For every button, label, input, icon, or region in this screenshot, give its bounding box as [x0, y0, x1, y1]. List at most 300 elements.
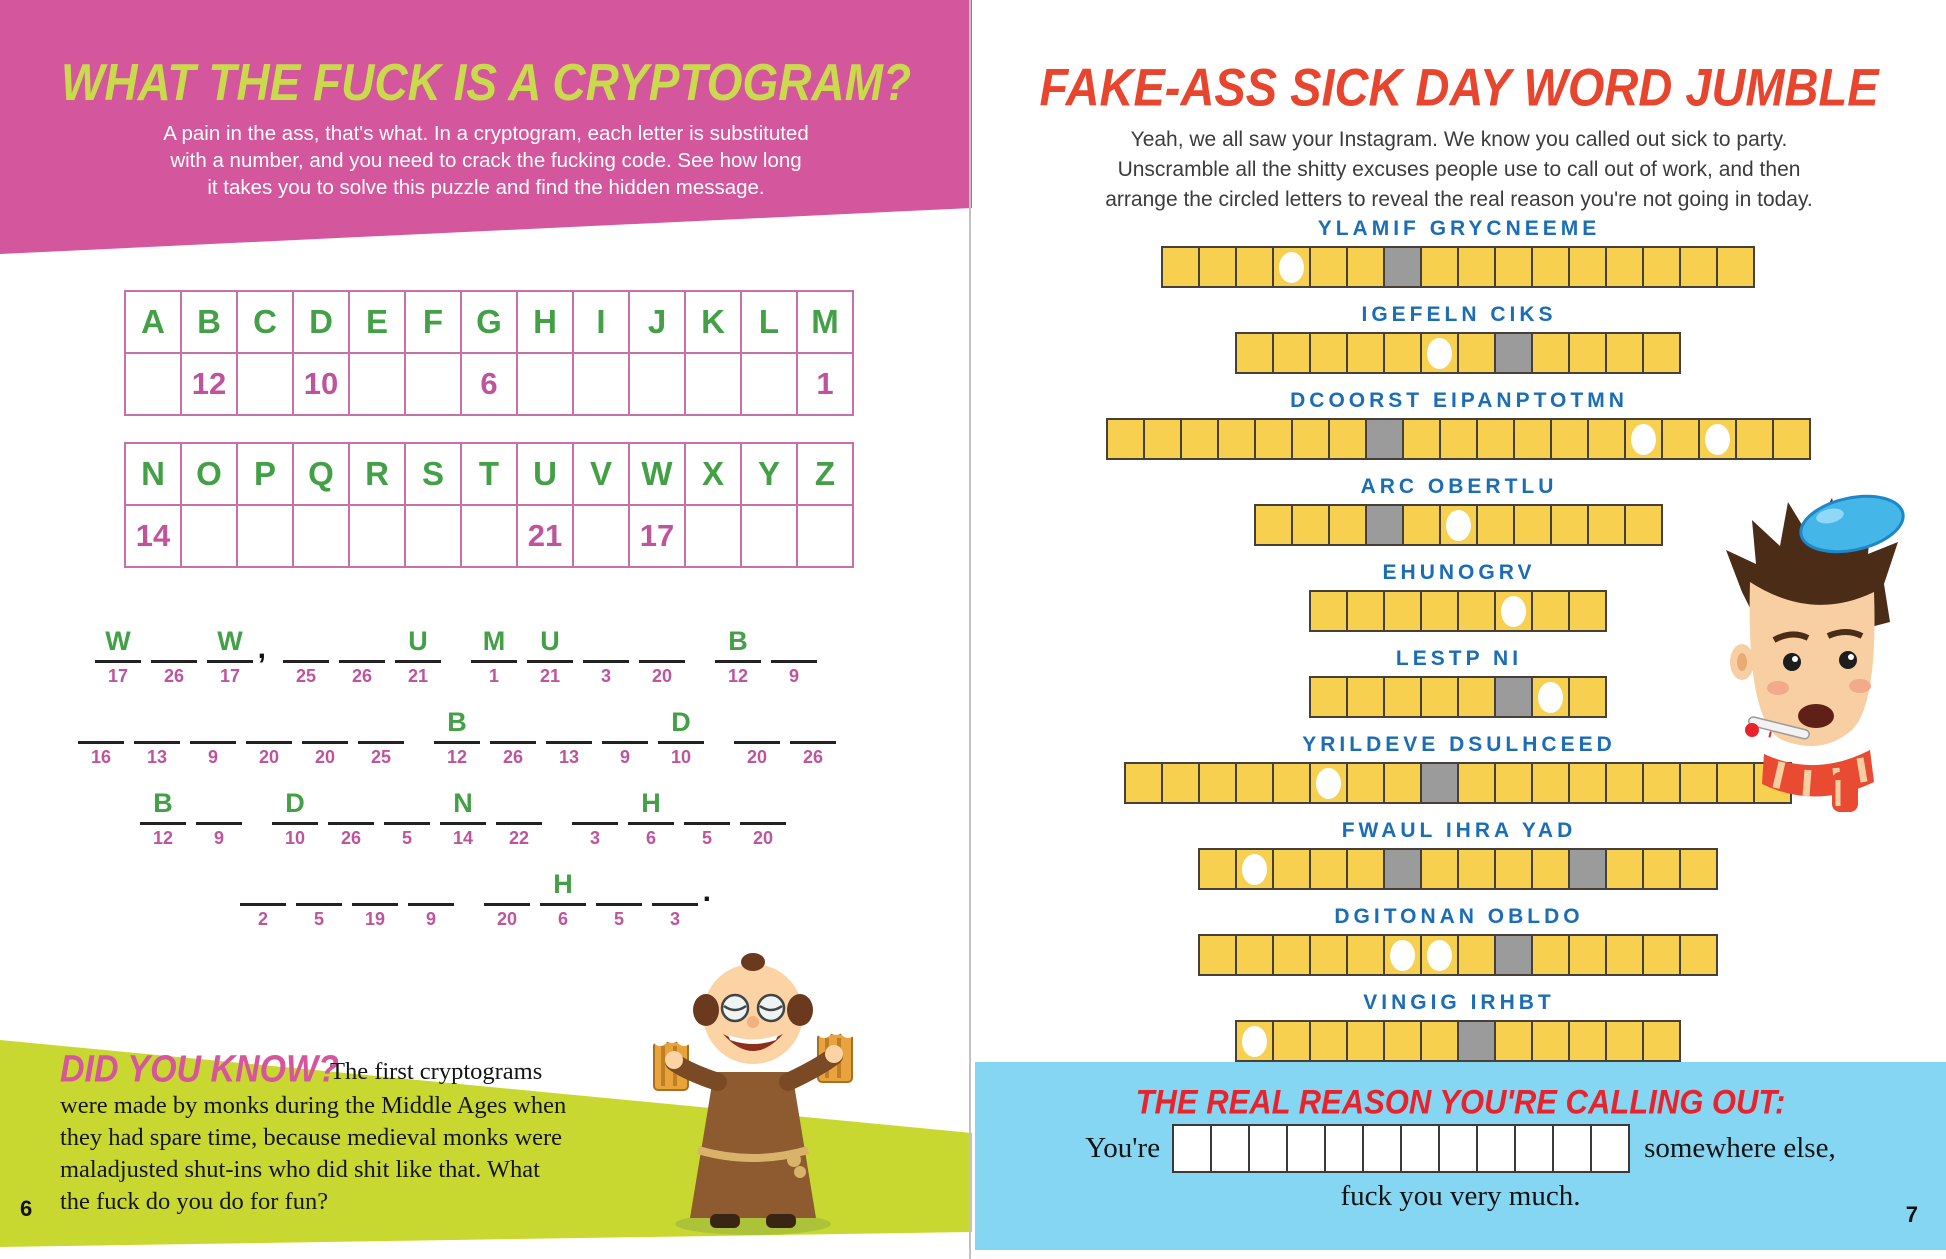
jumble-letter-tile[interactable]: [1291, 418, 1330, 460]
alphabet-number-cell[interactable]: [630, 354, 686, 416]
jumble-letter-tile[interactable]: [1587, 504, 1626, 546]
jumble-letter-tile[interactable]: [1457, 676, 1496, 718]
cryptogram-blank[interactable]: [740, 787, 786, 848]
jumble-letter-tile[interactable]: [1457, 246, 1496, 288]
cryptogram-number: 19: [364, 909, 386, 929]
alphabet-number-cell[interactable]: [238, 354, 294, 416]
jumble-letter-tile[interactable]: [1198, 848, 1237, 890]
cryptogram-number: 25: [295, 666, 317, 686]
cryptogram-blank[interactable]: [151, 625, 197, 686]
alphabet-number-cell[interactable]: [406, 506, 462, 568]
cryptogram-number: 12: [152, 828, 174, 848]
jumble-letter-tile[interactable]: [1346, 934, 1385, 976]
cryptogram-underline: [572, 820, 618, 825]
answer-letter-tile[interactable]: [1590, 1124, 1630, 1173]
did-you-know-text: they had spare time, because medieval monks were: [60, 1124, 563, 1151]
jumble-circled-tile[interactable]: [1235, 1020, 1274, 1062]
left-subtitle-line: with a number, and you need to crack the fucking code. See how long: [170, 149, 802, 172]
jumble-letter-tile[interactable]: [1679, 934, 1718, 976]
cryptogram-number: 5: [313, 909, 324, 929]
cryptogram-blank[interactable]: [408, 868, 454, 929]
jumble-letter-tile[interactable]: [1328, 504, 1367, 546]
cryptogram-blank[interactable]: [196, 787, 242, 848]
jumble-letter-tile[interactable]: [1568, 762, 1607, 804]
jumble-letter-tile[interactable]: [1439, 418, 1478, 460]
cryptogram-letter: [408, 868, 454, 901]
jumble-letter-tile[interactable]: [1642, 1020, 1681, 1062]
cryptogram-letter: W: [217, 626, 243, 656]
monk-illustration: [648, 922, 858, 1242]
jumble-letter-tile[interactable]: [1568, 1020, 1607, 1062]
cryptogram-letter: [484, 868, 530, 901]
answer-letter-tile[interactable]: [1248, 1124, 1288, 1173]
jumble-letter-tile[interactable]: [1346, 590, 1385, 632]
alphabet-number-cell[interactable]: [126, 354, 182, 416]
cryptogram-underline: [602, 739, 648, 744]
cryptogram-letter: [134, 706, 180, 739]
cryptogram-underline: [740, 820, 786, 825]
cryptogram-blank[interactable]: [78, 706, 124, 767]
cryptogram-letter: N: [453, 788, 473, 818]
cryptogram-blank[interactable]: [684, 787, 730, 848]
cryptogram-blank[interactable]: [484, 868, 530, 929]
cryptogram-underline: [339, 658, 385, 663]
jumble-circled-tile[interactable]: [1272, 246, 1311, 288]
jumble-letter-tile[interactable]: [1402, 504, 1441, 546]
cryptogram-blank[interactable]: [283, 625, 329, 686]
jumble-circled-tile[interactable]: [1698, 418, 1737, 460]
alphabet-number-cell[interactable]: [630, 506, 686, 568]
jumble-letter-tile[interactable]: [1272, 848, 1311, 890]
cryptogram-blank[interactable]: [190, 706, 236, 767]
alphabet-letter-cell: [462, 444, 518, 506]
cryptogram-letter: [246, 706, 292, 739]
cryptogram-number: 16: [90, 747, 112, 767]
jumble-letter-tile[interactable]: [1272, 1020, 1311, 1062]
jumble-letter-tile[interactable]: [1124, 762, 1163, 804]
jumble-letter-tile[interactable]: [1531, 762, 1570, 804]
cryptogram-letter: [151, 625, 197, 658]
cryptogram-letter: H: [553, 869, 573, 899]
cryptogram-blank[interactable]: [95, 625, 141, 686]
cryptogram-blank[interactable]: [572, 787, 618, 848]
cryptogram-blank[interactable]: [771, 625, 817, 686]
jumble-letter-tile[interactable]: [1346, 676, 1385, 718]
jumble-word-label: DCOORST EIPANPTOTMN: [1290, 389, 1628, 412]
alphabet-number-cell[interactable]: [126, 506, 182, 568]
answer-letter-tile[interactable]: [1324, 1124, 1364, 1173]
cryptogram-blank[interactable]: [790, 706, 836, 767]
answer-suffix: somewhere else,: [1644, 1132, 1836, 1164]
jumble-letter-tile[interactable]: [1143, 418, 1182, 460]
jumble-circled-tile[interactable]: [1624, 418, 1663, 460]
answer-letter-tile[interactable]: [1210, 1124, 1250, 1173]
jumble-letter-tile[interactable]: [1106, 418, 1145, 460]
jumble-letter-tile[interactable]: [1531, 332, 1570, 374]
cryptogram-number: 3: [600, 666, 611, 686]
cryptogram-underline: [328, 820, 374, 825]
alphabet-number-cell[interactable]: [798, 354, 854, 416]
jumble-letter-tile[interactable]: [1309, 332, 1348, 374]
cryptogram-letter: [602, 706, 648, 739]
cryptogram-blank[interactable]: [628, 787, 674, 848]
jumble-letter-tile[interactable]: [1605, 332, 1644, 374]
jumble-letter-tile[interactable]: [1161, 246, 1200, 288]
jumble-letter-tile[interactable]: [1309, 246, 1348, 288]
answer-letter-tile[interactable]: [1286, 1124, 1326, 1173]
jumble-circled-tile[interactable]: [1309, 762, 1348, 804]
cryptogram-blank[interactable]: [339, 625, 385, 686]
cryptogram-number: 5: [701, 828, 712, 848]
jumble-letter-tile[interactable]: [1605, 1020, 1644, 1062]
cryptogram-letter: M: [482, 626, 506, 656]
jumble-letter-tile[interactable]: [1328, 418, 1367, 460]
jumble-space-tile: [1365, 504, 1404, 546]
jumble-letter-tile[interactable]: [1198, 762, 1237, 804]
cryptogram-blank[interactable]: [140, 787, 186, 848]
jumble-letter-tile[interactable]: [1254, 418, 1293, 460]
alphabet-number-cell[interactable]: [686, 354, 742, 416]
cryptogram-word: [95, 625, 266, 686]
alphabet-letter: Z: [814, 455, 836, 492]
jumble-letter-tile[interactable]: [1568, 246, 1607, 288]
jumble-letter-tile[interactable]: [1457, 762, 1496, 804]
answer-letter-tile[interactable]: [1552, 1124, 1592, 1173]
jumble-letter-tile[interactable]: [1550, 504, 1589, 546]
alphabet-number-cell[interactable]: [574, 354, 630, 416]
jumble-letter-tile[interactable]: [1476, 504, 1515, 546]
answer-letter-tile[interactable]: [1172, 1124, 1212, 1173]
jumble-letter-tile[interactable]: [1272, 934, 1311, 976]
cryptogram-blank[interactable]: [715, 625, 761, 686]
jumble-letter-tile[interactable]: [1235, 934, 1274, 976]
real-reason-heading: THE REAL REASON YOU'RE CALLING OUT:: [1135, 1082, 1786, 1122]
alphabet-number-cell[interactable]: [238, 506, 294, 568]
jumble-letter-tile[interactable]: [1198, 246, 1237, 288]
jumble-letter-tile[interactable]: [1679, 848, 1718, 890]
right-subtitle-line: Unscramble all the shitty excuses people use to call out of work, and then: [1117, 158, 1801, 181]
alphabet-number-cell[interactable]: [182, 354, 238, 416]
alphabet-number-cell[interactable]: [518, 354, 574, 416]
cryptogram-letter: [358, 706, 404, 739]
jumble-letter-tile[interactable]: [1772, 418, 1811, 460]
alphabet-letter-cell: [350, 292, 406, 354]
cryptogram-letter: [790, 706, 836, 739]
alphabet-letter-cell: [406, 292, 462, 354]
cryptogram-blank[interactable]: [471, 625, 517, 686]
jumble-letter-tile[interactable]: [1383, 1020, 1422, 1062]
jumble-letter-tile[interactable]: [1309, 934, 1348, 976]
jumble-letter-tile[interactable]: [1309, 676, 1348, 718]
alphabet-letter-cell: [350, 444, 406, 506]
jumble-letter-tile[interactable]: [1346, 1020, 1385, 1062]
jumble-letter-tile[interactable]: [1642, 762, 1681, 804]
jumble-letter-tile[interactable]: [1180, 418, 1219, 460]
cryptogram-blank[interactable]: [207, 625, 266, 686]
cryptogram-blank[interactable]: [596, 868, 642, 929]
cryptogram-blank[interactable]: [272, 787, 318, 848]
jumble-letter-tile[interactable]: [1735, 418, 1774, 460]
jumble-letter-tile[interactable]: [1661, 418, 1700, 460]
alphabet-number-cell[interactable]: [742, 506, 798, 568]
cryptogram-number: 22: [508, 828, 530, 848]
jumble-letter-tile[interactable]: [1531, 246, 1570, 288]
cryptogram-blank[interactable]: [134, 706, 180, 767]
jumble-letter-tile[interactable]: [1402, 418, 1441, 460]
cryptogram-underline: [790, 739, 836, 744]
jumble-letter-tile[interactable]: [1346, 848, 1385, 890]
jumble-letter-tile[interactable]: [1309, 848, 1348, 890]
cryptogram-blank[interactable]: [490, 706, 536, 767]
jumble-letter-tile[interactable]: [1476, 418, 1515, 460]
cryptogram-word: [484, 868, 711, 929]
cryptogram-blank[interactable]: [384, 787, 430, 848]
answer-letter-tile[interactable]: [1438, 1124, 1478, 1173]
cryptogram-blank[interactable]: [540, 868, 586, 929]
jumble-letter-tile[interactable]: [1309, 590, 1348, 632]
alphabet-number-cell[interactable]: [350, 354, 406, 416]
jumble-circled-tile[interactable]: [1235, 848, 1274, 890]
jumble-tile-row: [972, 246, 1946, 288]
cryptogram-blank[interactable]: [434, 706, 480, 767]
cryptogram-blank[interactable]: [639, 625, 685, 686]
cryptogram-number: 20: [752, 828, 774, 848]
jumble-letter-tile[interactable]: [1716, 246, 1755, 288]
cryptogram-number: 9: [207, 747, 218, 767]
alphabet-letter-cell: [126, 292, 182, 354]
cryptogram-blank[interactable]: [296, 868, 342, 929]
jumble-letter-tile[interactable]: [1531, 1020, 1570, 1062]
alphabet-letter-cell: [574, 444, 630, 506]
jumble-letter-tile[interactable]: [1309, 1020, 1348, 1062]
jumble-letter-tile[interactable]: [1494, 762, 1533, 804]
alphabet-number-cell[interactable]: [686, 506, 742, 568]
cryptogram-underline: [134, 739, 180, 744]
jumble-word-label: FWAUL IHRA YAD: [1341, 819, 1577, 842]
jumble-letter-tile[interactable]: [1642, 934, 1681, 976]
cryptogram-blank[interactable]: [328, 787, 374, 848]
jumble-letter-tile[interactable]: [1457, 590, 1496, 632]
cryptogram-underline: [302, 739, 348, 744]
cryptogram-blank[interactable]: [546, 706, 592, 767]
jumble-letter-tile[interactable]: [1605, 934, 1644, 976]
cryptogram-blank[interactable]: [602, 706, 648, 767]
jumble-tile-row: [972, 418, 1946, 460]
cryptogram-number: 12: [446, 747, 468, 767]
left-subtitle-line: it takes you to solve this puzzle and find the hidden message.: [207, 176, 765, 199]
page-number-left: 6: [20, 1196, 33, 1221]
jumble-letter-tile[interactable]: [1457, 848, 1496, 890]
cryptogram-blank[interactable]: [652, 868, 711, 929]
jumble-letter-tile[interactable]: [1346, 332, 1385, 374]
cryptogram-underline: [628, 820, 674, 825]
alphabet-number-cell[interactable]: [798, 506, 854, 568]
alphabet-number-cell[interactable]: [406, 354, 462, 416]
cryptogram-blank[interactable]: [240, 868, 286, 929]
jumble-circled-tile[interactable]: [1531, 676, 1570, 718]
alphabet-number-value: 21: [527, 518, 563, 553]
jumble-letter-tile[interactable]: [1217, 418, 1256, 460]
cryptogram-underline: [639, 658, 685, 663]
jumble-letter-tile[interactable]: [1161, 762, 1200, 804]
cryptogram-underline: [151, 658, 197, 663]
alphabet-letter: T: [478, 455, 500, 492]
cryptogram-blank[interactable]: [496, 787, 542, 848]
cryptogram-blank[interactable]: [583, 625, 629, 686]
jumble-letter-tile[interactable]: [1272, 762, 1311, 804]
jumble-letter-tile[interactable]: [1642, 332, 1681, 374]
cryptogram-number: 20: [258, 747, 280, 767]
jumble-circled-tile[interactable]: [1420, 934, 1459, 976]
answer-letter-tile[interactable]: [1362, 1124, 1402, 1173]
jumble-letter-tile[interactable]: [1624, 504, 1663, 546]
jumble-letter-tile[interactable]: [1457, 934, 1496, 976]
cryptogram-blank[interactable]: [352, 868, 398, 929]
alphabet-number-cell[interactable]: [462, 354, 518, 416]
jumble-letter-tile[interactable]: [1291, 504, 1330, 546]
jumble-letter-tile[interactable]: [1494, 1020, 1533, 1062]
jumble-letter-tile[interactable]: [1420, 848, 1459, 890]
jumble-letter-tile[interactable]: [1531, 848, 1570, 890]
cryptogram-number: 13: [558, 747, 580, 767]
cryptogram-letter: W: [105, 626, 131, 656]
jumble-letter-tile[interactable]: [1642, 246, 1681, 288]
circle-marker: [1631, 424, 1656, 455]
alphabet-letter: Y: [757, 455, 780, 492]
jumble-letter-tile[interactable]: [1272, 332, 1311, 374]
alphabet-number-cell[interactable]: [182, 506, 238, 568]
cryptogram-underline: [408, 901, 454, 906]
jumble-letter-tile[interactable]: [1235, 246, 1274, 288]
cryptogram-number: 20: [651, 666, 673, 686]
jumble-space-tile: [1494, 676, 1533, 718]
answer-letter-tile[interactable]: [1400, 1124, 1440, 1173]
jumble-letter-tile[interactable]: [1568, 590, 1607, 632]
jumble-letter-tile[interactable]: [1235, 762, 1274, 804]
alphabet-number-cell[interactable]: [742, 354, 798, 416]
jumble-word-label: IGEFELN CIKS: [1361, 303, 1557, 326]
cryptogram-underline: [434, 739, 480, 744]
jumble-letter-tile[interactable]: [1420, 246, 1459, 288]
cryptogram-blank[interactable]: [246, 706, 292, 767]
jumble-letter-tile[interactable]: [1494, 848, 1533, 890]
jumble-letter-tile[interactable]: [1568, 332, 1607, 374]
alphabet-letter: G: [476, 303, 502, 340]
jumble-letter-tile[interactable]: [1420, 1020, 1459, 1062]
jumble-circled-tile[interactable]: [1494, 590, 1533, 632]
cryptogram-number: 10: [284, 828, 306, 848]
jumble-letter-tile[interactable]: [1254, 504, 1293, 546]
cryptogram-letter: [283, 625, 329, 658]
answer-letter-tile[interactable]: [1476, 1124, 1516, 1173]
jumble-space-tile: [1383, 848, 1422, 890]
jumble-letter-tile[interactable]: [1679, 246, 1718, 288]
cryptogram-letter: [296, 868, 342, 901]
jumble-letter-tile[interactable]: [1642, 848, 1681, 890]
jumble-letter-tile[interactable]: [1383, 676, 1422, 718]
alphabet-letter-cell: [518, 292, 574, 354]
jumble-letter-tile[interactable]: [1605, 246, 1644, 288]
cryptogram-punctuation: .: [702, 875, 711, 908]
alphabet-letter: J: [647, 303, 667, 340]
jumble-letter-tile[interactable]: [1550, 418, 1589, 460]
jumble-circled-tile[interactable]: [1383, 934, 1422, 976]
cryptogram-blank[interactable]: [395, 625, 441, 686]
cryptogram-blank[interactable]: [358, 706, 404, 767]
cryptogram-letter: U: [540, 626, 560, 656]
cryptogram-blank[interactable]: [527, 625, 573, 686]
cryptogram-blank[interactable]: [302, 706, 348, 767]
jumble-letter-tile[interactable]: [1383, 590, 1422, 632]
alphabet-number-cell[interactable]: [294, 354, 350, 416]
cryptogram-letter: [740, 787, 786, 820]
jumble-letter-tile[interactable]: [1457, 332, 1496, 374]
cryptogram-word: [283, 625, 441, 686]
cryptogram-number: 25: [370, 747, 392, 767]
alphabet-number-cell[interactable]: [518, 506, 574, 568]
circle-marker: [1427, 940, 1452, 971]
cryptogram-word: [434, 706, 704, 767]
jumble-letter-tile[interactable]: [1531, 934, 1570, 976]
cryptogram-underline: [95, 658, 141, 663]
jumble-letter-tile[interactable]: [1383, 762, 1422, 804]
jumble-letter-tile[interactable]: [1346, 762, 1385, 804]
alphabet-number-value: 10: [303, 366, 339, 401]
jumble-letter-tile[interactable]: [1235, 332, 1274, 374]
jumble-letter-tile[interactable]: [1605, 848, 1644, 890]
jumble-letter-tile[interactable]: [1568, 676, 1607, 718]
jumble-space-tile: [1494, 332, 1533, 374]
jumble-letter-tile[interactable]: [1420, 676, 1459, 718]
jumble-letter-tile[interactable]: [1568, 934, 1607, 976]
jumble-letter-tile[interactable]: [1420, 590, 1459, 632]
real-reason-answer-box: [975, 1062, 1946, 1250]
jumble-letter-tile[interactable]: [1587, 418, 1626, 460]
alphabet-letter: S: [421, 455, 444, 492]
jumble-letter-tile[interactable]: [1198, 934, 1237, 976]
alphabet-number-cell[interactable]: [462, 506, 518, 568]
answer-letter-tile[interactable]: [1514, 1124, 1554, 1173]
jumble-letter-tile[interactable]: [1346, 246, 1385, 288]
cryptogram-blank[interactable]: [440, 787, 486, 848]
alphabet-letter: P: [253, 455, 276, 492]
jumble-letter-tile[interactable]: [1494, 246, 1533, 288]
left-page-title: WHAT THE FUCK IS A CRYPTOGRAM?: [60, 53, 912, 112]
alphabet-number-value: 14: [135, 518, 171, 553]
cryptogram-blank[interactable]: [734, 706, 780, 767]
jumble-letter-tile[interactable]: [1605, 762, 1644, 804]
alphabet-number-cell[interactable]: [294, 506, 350, 568]
jumble-word-label: YLAMIF GRYCNEEME: [1317, 217, 1601, 240]
cryptogram-line: [240, 868, 711, 929]
alphabet-letter-cell: [630, 444, 686, 506]
jumble-circled-tile[interactable]: [1439, 504, 1478, 546]
cryptogram-letter: [78, 706, 124, 739]
jumble-circled-tile[interactable]: [1420, 332, 1459, 374]
jumble-letter-tile[interactable]: [1513, 504, 1552, 546]
sick-face-illustration: [1712, 472, 1912, 817]
alphabet-number-cell[interactable]: [350, 506, 406, 568]
jumble-word-label: DGITONAN OBLDO: [1334, 905, 1584, 928]
jumble-letter-tile[interactable]: [1531, 590, 1570, 632]
cryptogram-underline: [771, 658, 817, 663]
jumble-letter-tile[interactable]: [1383, 332, 1422, 374]
cryptogram-blank[interactable]: [658, 706, 704, 767]
cryptogram-number: 21: [407, 666, 429, 686]
jumble-letter-tile[interactable]: [1513, 418, 1552, 460]
alphabet-number-cell[interactable]: [574, 506, 630, 568]
cryptogram-letter: [240, 868, 286, 901]
